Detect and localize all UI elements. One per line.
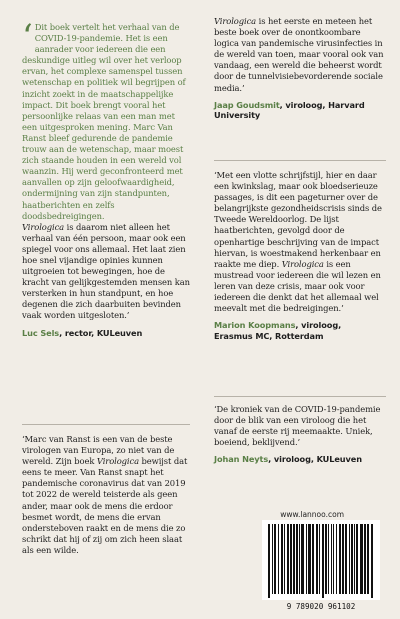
barcode-graphic xyxy=(262,520,380,600)
quote-jaap-goudsmit: Virologica is het eerste en meteen het beste boek over de onontkoombare logica van pandemische virusinfecties in de wereld van toen, maar vooral ook van vandaag, een wereld die beheerst wordt door de tunnelvisiebevorderende sociale media.’ Jaap Goudsmit, viroloog, Harvard University xyxy=(214,16,386,121)
barcode-bar xyxy=(345,524,347,594)
barcode-bar xyxy=(349,524,350,594)
barcode-bar xyxy=(371,524,373,598)
author-jaap-goudsmit: Jaap Goudsmit, viroloog, Harvard University xyxy=(214,99,365,121)
barcode-bar xyxy=(325,524,327,594)
barcode-bar xyxy=(319,524,320,594)
barcode-bar xyxy=(360,524,363,594)
isbn-barcode xyxy=(262,520,380,600)
barcode-bar xyxy=(296,524,298,594)
barcode-bar xyxy=(306,524,307,594)
barcode-bar xyxy=(351,524,353,594)
barcode-bar xyxy=(364,524,366,594)
barcode-bar xyxy=(339,524,341,594)
barcode-bar xyxy=(284,524,285,594)
barcode-bar xyxy=(293,524,295,594)
quote-johan-neyts: ‘De kroniek van de COVID-19-pandemie door de blik van een viroloog die het vanaf de eerste rij meemaakte. Uniek, boeiend, beklijvend.’ Johan Neyts, viroloog, KULeuven xyxy=(214,404,386,465)
opening-quote-mark: ‘ xyxy=(22,17,33,57)
barcode-bar xyxy=(272,524,273,594)
divider xyxy=(22,424,190,425)
left-column xyxy=(0,0,196,619)
barcode-bar xyxy=(299,524,300,594)
barcode-bar xyxy=(331,524,332,594)
barcode-bar xyxy=(312,524,314,594)
quote-luc-sels xyxy=(22,17,190,338)
quote-marion-koopmans: ‘Met een vlotte schrijfstijl, hier en daar een kwinkslag, maar ook bloedserieuze passages, is dit een pageturner over de belangrijkste gezondheidscrisis sinds de Tweede Wereldoorlog. De lijst haatberichten, gevolgd door de openhartige beschrijving van de impact hiervan, is woestmakend herkenbaar en raakte me diep. Virologica is een mustread voor iedereen die wil lezen en leren van deze crisis, maar ook voor iedereen die denkt dat het allemaal wel meevalt met die bedreigingen.’ Marion Koopmans, viroloog, Erasmus MC, Rotterdam xyxy=(214,170,386,342)
isbn-number: 9 789020 961102 xyxy=(286,602,356,611)
quote-anonymous-marc-van-ranst: ‘Marc van Ranst is een van de beste virologen van Europa, zo niet van de wereld. Zijn boek Virologica bewijst dat eens te meer. Van Ranst snapt het pandemische coronavirus dat van 2019 tot 2022 de wereld teisterde als geen ander, maar ook de mens die erdoor besmet wordt, de mens die ervan ondersteboven raakt en de mens die zo schrikt dat hij of zij om zich heen slaat als een wilde. xyxy=(22,434,188,555)
barcode-bar xyxy=(274,524,276,594)
barcode-bar xyxy=(301,524,304,594)
barcode-bar xyxy=(336,524,337,594)
barcode-bar xyxy=(287,524,289,594)
barcode-bar xyxy=(367,524,369,594)
quote-paragraph-2: Virologica is daarom niet alleen het verhaal van één persoon, maar ook een spiegel voor ons allemaal. Het laat zien hoe snel vijandige opinies kunnen uitgroeien tot bewegingen, hoe de kracht van gelijkgestemden mensen kan versterken in hun standpunt, en hoe degenen die zich daarbuiten bevinden vaak worden uitgesloten.’ xyxy=(22,221,190,321)
publisher-url: www.lannoo.com xyxy=(280,510,344,519)
author-johan-neyts: Johan Neyts, viroloog, KULeuven xyxy=(214,454,362,465)
barcode-bar xyxy=(354,524,355,594)
barcode-bar xyxy=(278,524,279,594)
author-luc-sels: Luc Sels, rector, KULeuven xyxy=(22,327,143,338)
barcode-bar xyxy=(290,524,292,594)
barcode-bar xyxy=(328,524,329,594)
barcode-bar xyxy=(356,524,358,594)
divider xyxy=(214,160,386,161)
divider xyxy=(214,396,386,397)
barcode-bar xyxy=(322,524,324,598)
barcode-bar xyxy=(268,524,270,598)
author-marion-koopmans: Marion Koopmans, viroloog, Erasmus MC, Rotterdam xyxy=(214,320,342,341)
barcode-bar xyxy=(316,524,318,594)
quote-paragraph-1: ‘ Dit boek vertelt het verhaal van de COVID-19-pandemie. Het is een aanrader voor iedereen die een deskundige uitleg wil over het verloop ervan, het complexe samenspel tussen wetenschap en politiek wil begrijpen of inzicht zoekt in de maatschappelijke impact. Dit boek brengt vooral het persoonlijke relaas van een man met een uitgesproken mening. Marc Van Ranst bleef gedurende de pandemie trouw aan de wetenschap, maar moest zich staande houden in een wereld vol waanzin. Hij werd geconfronteerd met aanvallen op zijn geloofwaardigheid, ondermijning van zijn standpunten, haatberichten en zelfs doodsbedreigingen. xyxy=(22,17,186,221)
barcode-bar xyxy=(281,524,283,594)
barcode-bar xyxy=(308,524,311,594)
barcode-bar xyxy=(342,524,344,594)
barcode-bar xyxy=(333,524,334,594)
